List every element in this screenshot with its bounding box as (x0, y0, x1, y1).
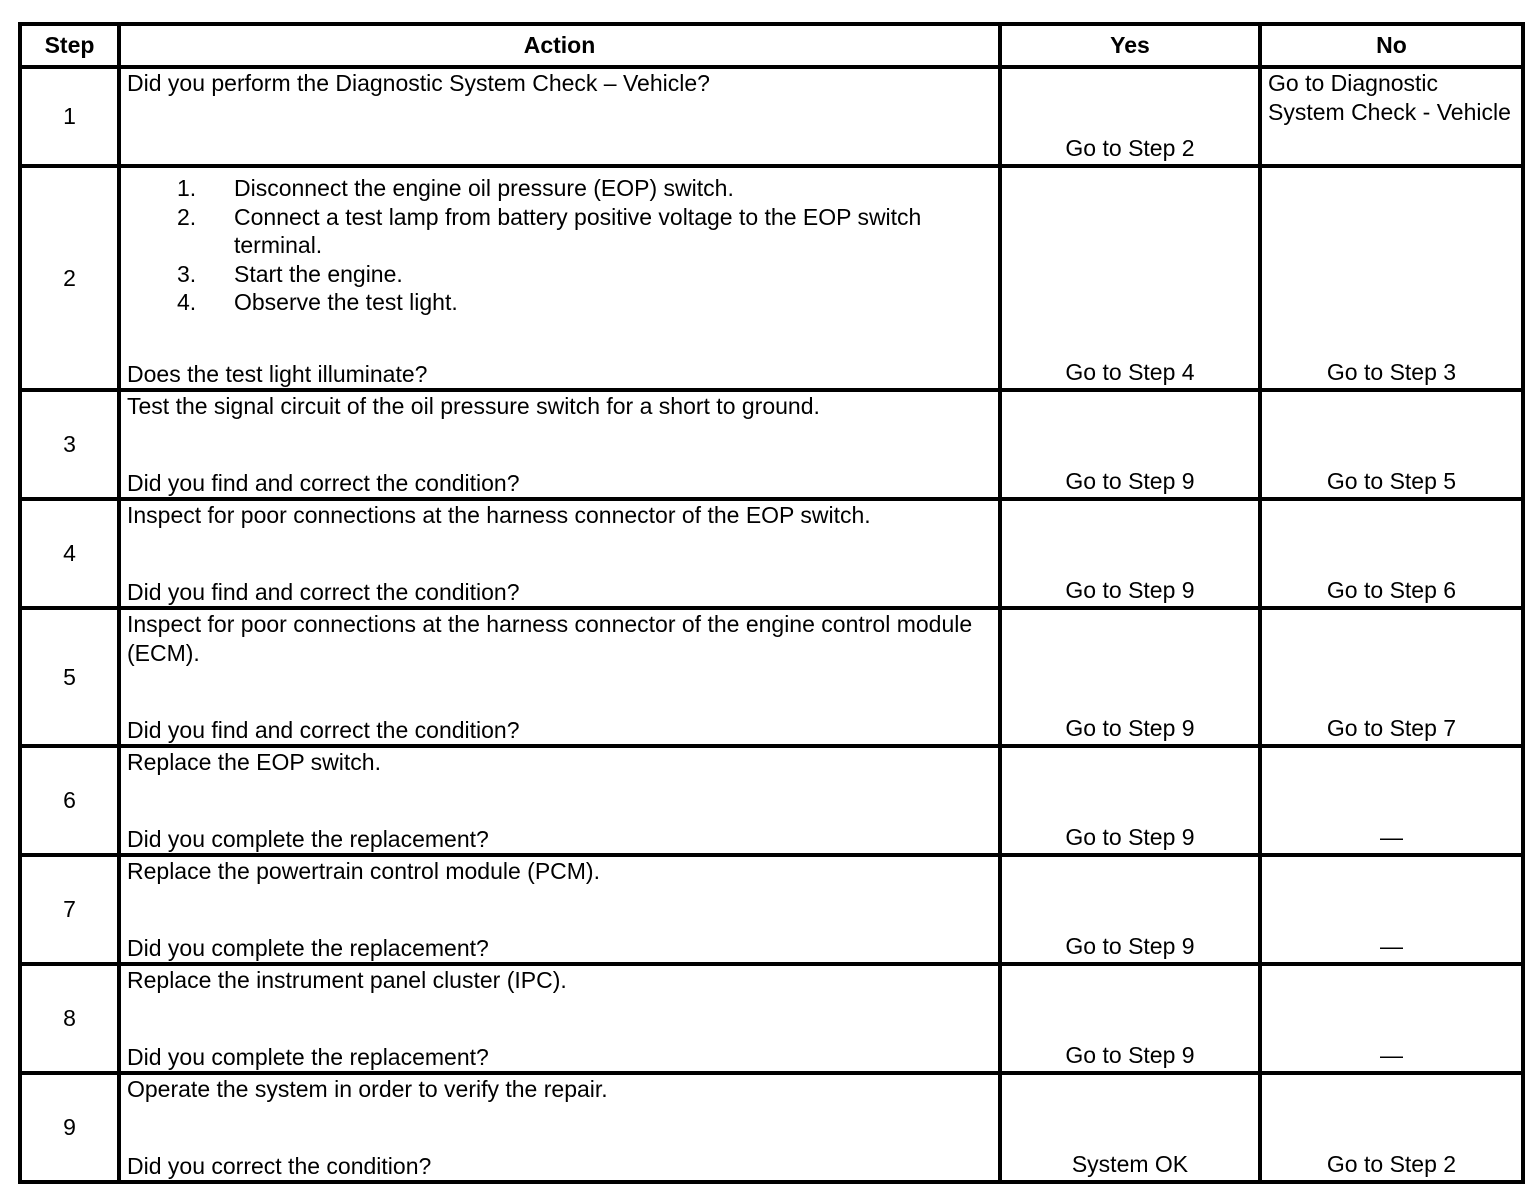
action-text: Inspect for poor connections at the harness connector of the EOP switch. (127, 502, 871, 528)
question-text: Does the test light illuminate? (127, 360, 428, 387)
list-number: 3. (177, 260, 197, 287)
diagnostic-table (18, 22, 1525, 1184)
list-text: Connect a test lamp from battery positive voltage to the EOP switch terminal. (234, 203, 922, 258)
list-number: 4. (177, 289, 197, 315)
list-number: 1. (177, 175, 197, 201)
list-item (127, 174, 992, 203)
header-action: Action (119, 24, 1000, 67)
no-cell: — (1260, 746, 1523, 855)
table-row (20, 390, 1523, 499)
list-text: Observe the test light. (234, 289, 458, 315)
header-no: No (1260, 24, 1523, 67)
action-text: Test the signal circuit of the oil pressure switch for a short to ground. (127, 393, 820, 419)
action-cell (119, 746, 1000, 855)
diagnostic-table-page (18, 22, 1521, 1182)
table-row (20, 855, 1523, 964)
action-cell (119, 499, 1000, 608)
no-cell: Go to Step 3 (1260, 166, 1523, 390)
table-row (20, 166, 1523, 390)
header-row (20, 24, 1523, 67)
yes-cell: Go to Step 9 (1000, 499, 1260, 608)
step-number: 4 (20, 499, 119, 608)
step-number: 6 (20, 746, 119, 855)
list-number: 2. (177, 203, 197, 230)
question-text: Did you complete the replacement? (127, 934, 489, 961)
step-number: 7 (20, 855, 119, 964)
yes-cell: System OK (1000, 1073, 1260, 1182)
no-cell: — (1260, 855, 1523, 964)
question-text: Did you correct the condition? (127, 1152, 432, 1179)
table-row (20, 67, 1523, 166)
yes-cell: Go to Step 9 (1000, 746, 1260, 855)
header-yes: Yes (1000, 24, 1260, 67)
action-text: Replace the powertrain control module (PCM). (127, 858, 600, 884)
list-item (127, 203, 992, 260)
no-cell: Go to Step 5 (1260, 390, 1523, 499)
list-item (127, 288, 992, 317)
question-text: Did you complete the replacement? (127, 825, 489, 852)
action-text: Replace the EOP switch. (127, 749, 381, 775)
table-row (20, 1073, 1523, 1182)
procedure-list (127, 174, 992, 317)
list-text: Start the engine. (234, 260, 403, 287)
step-number: 1 (20, 67, 119, 166)
action-cell (119, 855, 1000, 964)
step-number: 3 (20, 390, 119, 499)
yes-cell: Go to Step 2 (1000, 67, 1260, 166)
action-text: Did you perform the Diagnostic System Check – Vehicle? (127, 70, 710, 96)
action-cell (119, 1073, 1000, 1182)
question-text: Did you find and correct the condition? (127, 716, 520, 743)
action-text: Inspect for poor connections at the harness connector of the engine control module (ECM). (127, 611, 973, 666)
list-text: Disconnect the engine oil pressure (EOP) switch. (234, 175, 734, 201)
table-row (20, 608, 1523, 746)
question-text: Did you find and correct the condition? (127, 578, 520, 605)
table-row (20, 746, 1523, 855)
step-number: 9 (20, 1073, 119, 1182)
yes-cell: Go to Step 9 (1000, 608, 1260, 746)
step-number: 2 (20, 166, 119, 390)
action-cell (119, 964, 1000, 1073)
no-cell: Go to Step 7 (1260, 608, 1523, 746)
header-step: Step (20, 24, 119, 67)
no-cell: Go to Step 6 (1260, 499, 1523, 608)
step-number: 5 (20, 608, 119, 746)
no-cell: Go to Diagnostic System Check - Vehicle (1260, 67, 1523, 166)
action-text: Replace the instrument panel cluster (IPC). (127, 967, 567, 993)
list-item (127, 260, 992, 289)
action-cell (119, 67, 1000, 166)
no-cell: Go to Step 2 (1260, 1073, 1523, 1182)
action-cell (119, 390, 1000, 499)
action-text: Operate the system in order to verify the repair. (127, 1076, 608, 1102)
yes-cell: Go to Step 4 (1000, 166, 1260, 390)
yes-cell: Go to Step 9 (1000, 390, 1260, 499)
yes-cell: Go to Step 9 (1000, 964, 1260, 1073)
question-text: Did you complete the replacement? (127, 1043, 489, 1070)
table-row (20, 499, 1523, 608)
step-number: 8 (20, 964, 119, 1073)
yes-cell: Go to Step 9 (1000, 855, 1260, 964)
action-cell (119, 608, 1000, 746)
table-row (20, 964, 1523, 1073)
question-text: Did you find and correct the condition? (127, 469, 520, 496)
no-cell: — (1260, 964, 1523, 1073)
action-cell (119, 166, 1000, 390)
